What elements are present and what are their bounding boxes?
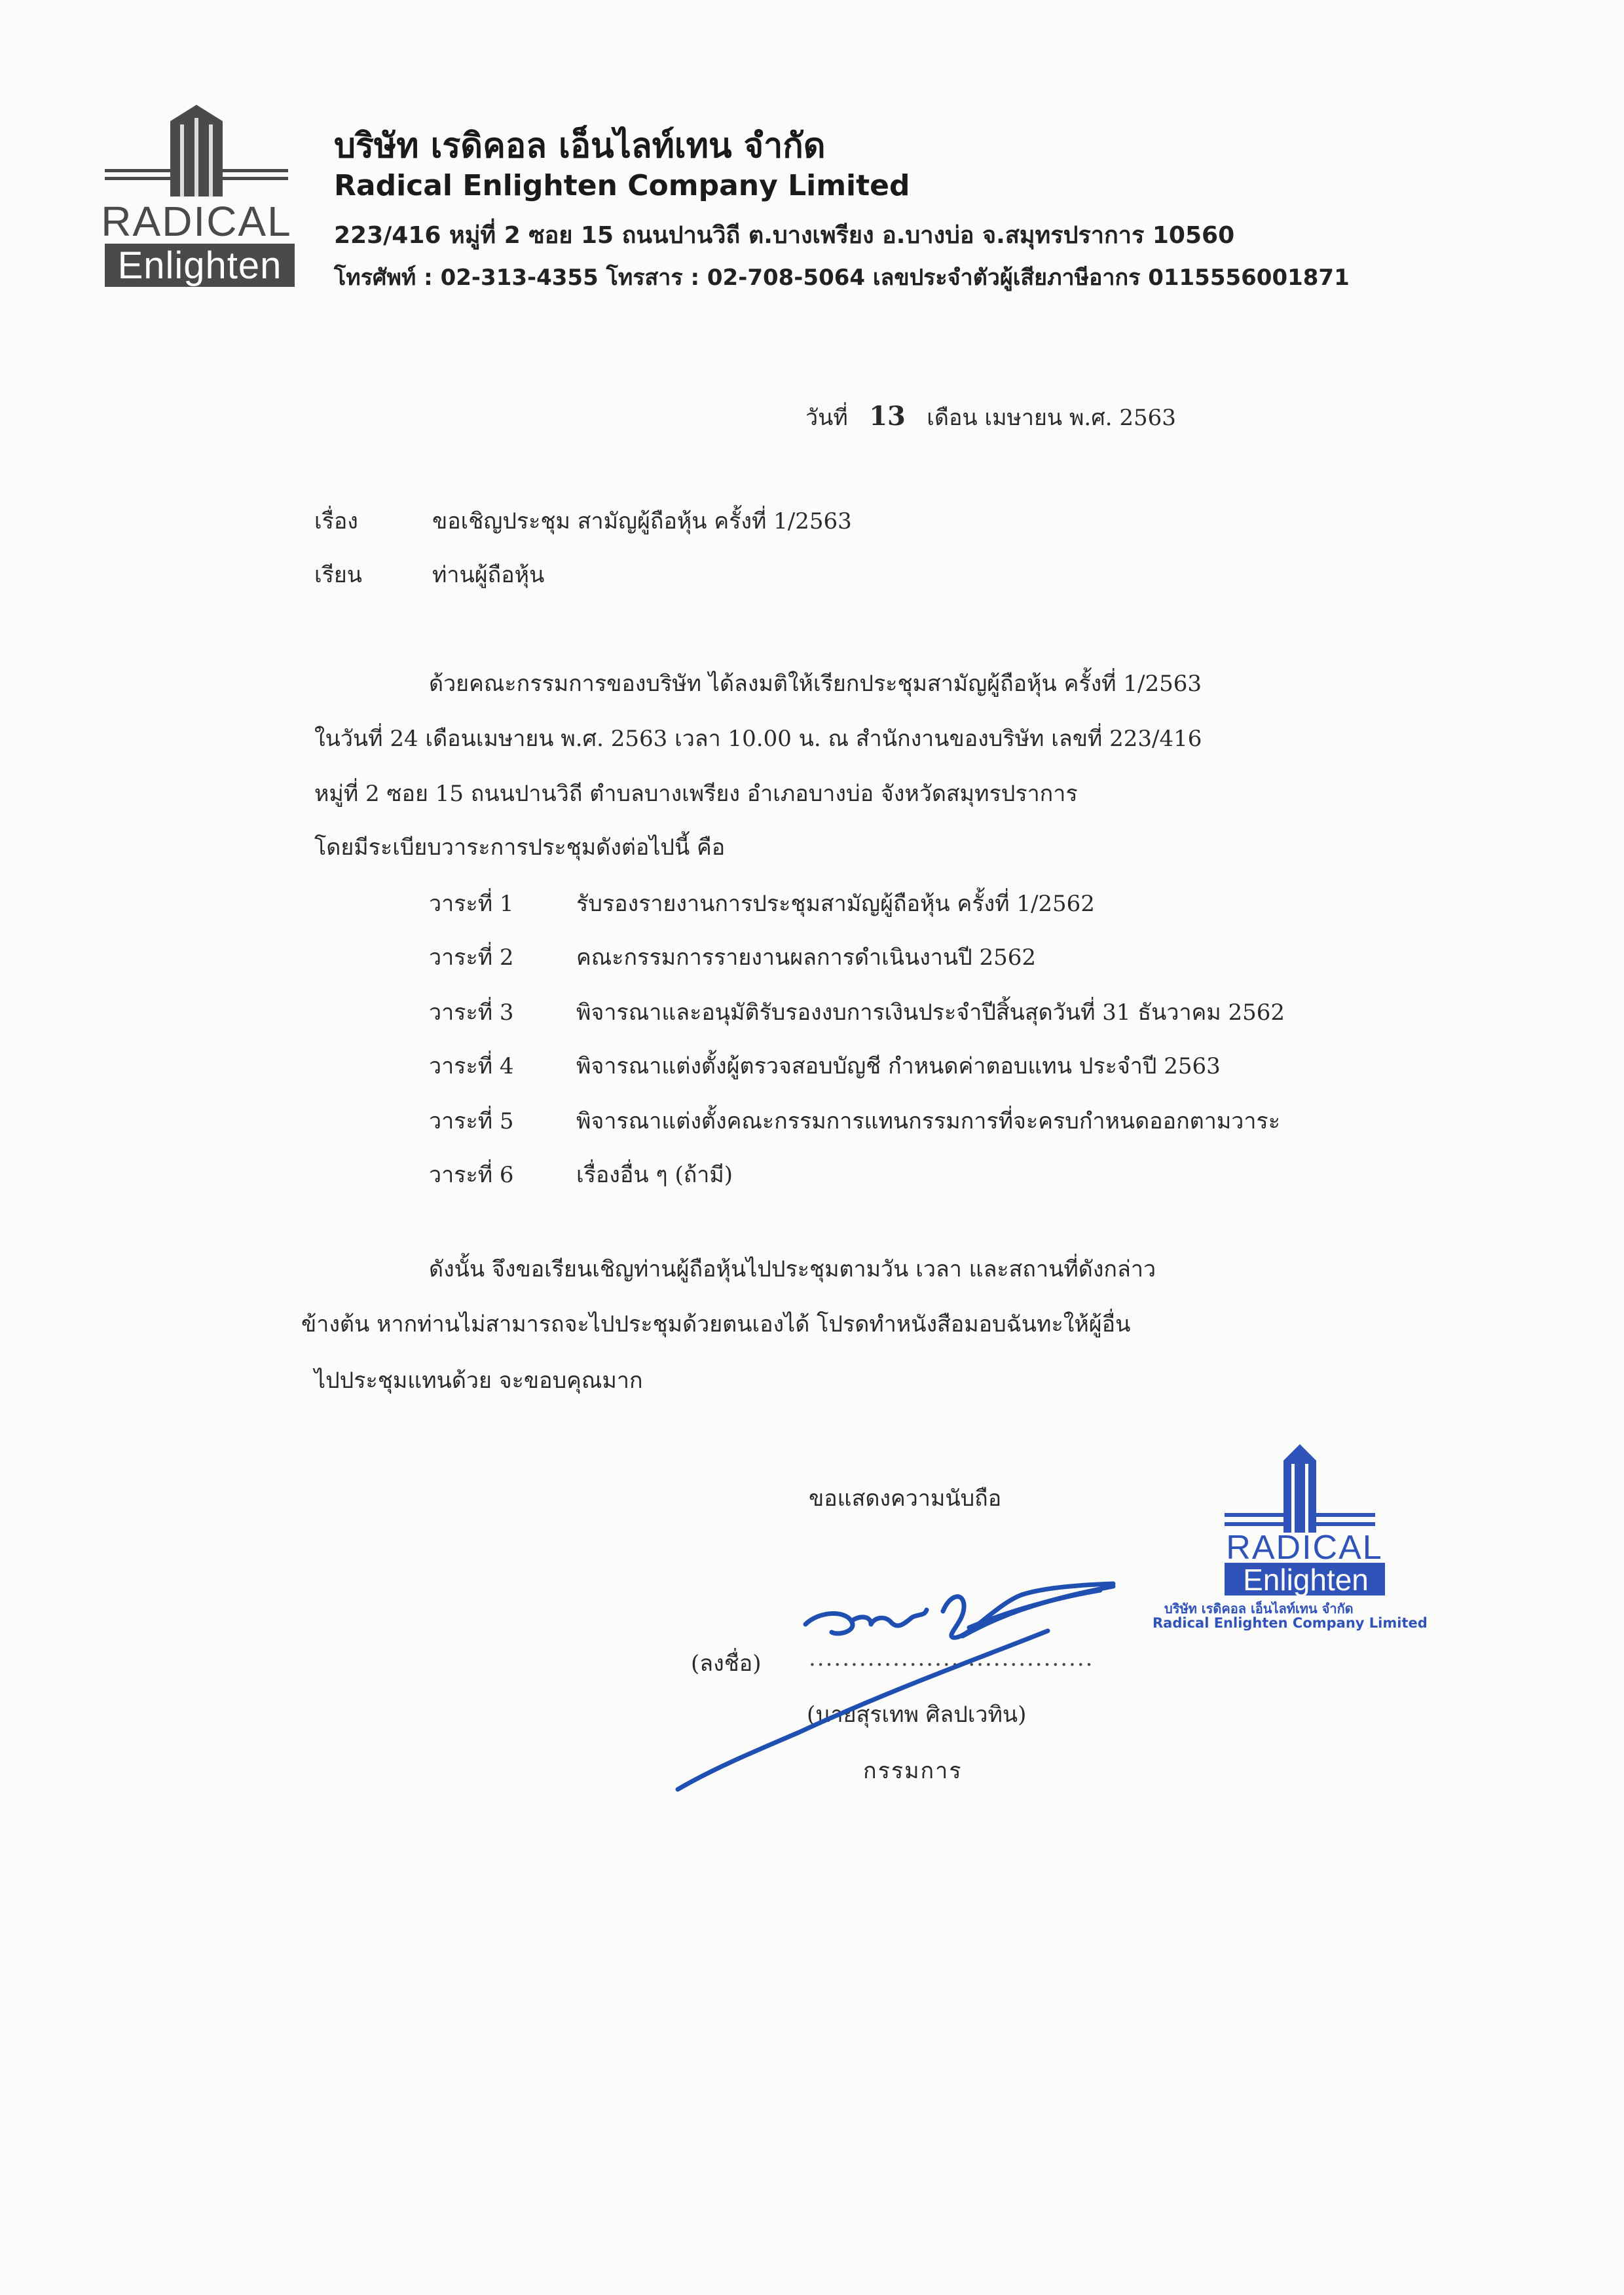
agenda-item: คณะกรรมการรายงานผลการดำเนินงานปี 2562 xyxy=(576,944,1037,971)
letter-date xyxy=(805,400,1176,435)
agenda-item: พิจารณาและอนุมัติรับรองงบการเงินประจำปีสิ้นสุดวันที่ 31 ธันวาคม 2562 xyxy=(576,999,1285,1026)
date-month-year: เดือน เมษายน พ.ศ. 2563 xyxy=(927,405,1176,431)
company-address: 223/416 หมู่ที่ 2 ซอย 15 ถนนปานวิถี ต.บางเพรียง อ.บางบ่อ จ.สมุทรปราการ 10560 xyxy=(334,222,1235,249)
sign-label: (ลงชื่อ) xyxy=(691,1651,762,1677)
signature-line: .................................. xyxy=(809,1645,1094,1671)
date-day-label: วันที่ xyxy=(805,405,848,431)
handwritten-signature xyxy=(655,1559,1153,1795)
body-line: หมู่ที่ 2 ซอย 15 ถนนปานวิถี ตำบลบางเพรียง อำเภอบางบ่อ จังหวัดสมุทรปราการ xyxy=(314,781,1078,807)
stamp-company-english: Radical Enlighten Company Limited xyxy=(1153,1615,1428,1631)
signer-position: กรรมการ xyxy=(863,1758,963,1784)
company-name-english: Radical Enlighten Company Limited xyxy=(334,169,910,202)
closing-line: ข้างต้น หากท่านไม่สามารถจะไปประชุมด้วยตนเองได้ โปรดทำหนังสือมอบฉันทะให้ผู้อื่น xyxy=(301,1311,1131,1337)
agenda-label: วาระที่ 3 xyxy=(429,999,514,1026)
agenda-label: วาระที่ 6 xyxy=(429,1162,514,1188)
date-day: 13 xyxy=(869,401,906,432)
closing-regards: ขอแสดงความนับถือ xyxy=(809,1485,1002,1512)
subject-label: เรื่อง xyxy=(314,508,358,534)
agenda-label: วาระที่ 5 xyxy=(429,1108,514,1134)
company-contact: โทรศัพท์ : 02-313-4355 โทรสาร : 02-708-5064 เลขประจำตัวผู้เสียภาษีอากร 0115556001871 xyxy=(334,265,1350,291)
closing-line: ไปประชุมแทนด้วย จะขอบคุณมาก xyxy=(314,1368,643,1394)
subject-text: ขอเชิญประชุม สามัญผู้ถือหุ้น ครั้งที่ 1/2563 xyxy=(432,508,852,534)
logo-text-bottom: Enlighten xyxy=(117,244,282,287)
company-logo xyxy=(98,98,295,288)
recipient-text: ท่านผู้ถือหุ้น xyxy=(432,562,545,588)
agenda-label: วาระที่ 2 xyxy=(429,944,514,971)
signer-name: (นายสุรเทพ ศิลปเวทิน) xyxy=(807,1702,1027,1728)
logo-text-top: RADICAL xyxy=(101,198,292,245)
company-name-thai: บริษัท เรดิคอล เอ็นไลท์เทน จำกัด xyxy=(334,126,826,166)
agenda-label: วาระที่ 1 xyxy=(429,891,514,917)
agenda-item: พิจารณาแต่งตั้งผู้ตรวจสอบบัญชี กำหนดค่าตอบแทน ประจำปี 2563 xyxy=(576,1053,1221,1079)
agenda-item: รับรองรายงานการประชุมสามัญผู้ถือหุ้น ครั้งที่ 1/2562 xyxy=(576,891,1095,917)
body-line: ด้วยคณะกรรมการของบริษัท ได้ลงมติให้เรียกประชุมสามัญผู้ถือหุ้น ครั้งที่ 1/2563 xyxy=(429,671,1202,697)
stamp-company-thai: บริษัท เรดิคอล เอ็นไลท์เทน จำกัด xyxy=(1164,1601,1354,1616)
body-line: โดยมีระเบียบวาระการประชุมดังต่อไปนี้ คือ xyxy=(314,834,726,861)
agenda-item: เรื่องอื่น ๆ (ถ้ามี) xyxy=(576,1162,733,1188)
body-line: ในวันที่ 24 เดือนเมษายน พ.ศ. 2563 เวลา 10.00 น. ณ สำนักงานของบริษัท เลขที่ 223/416 xyxy=(314,726,1202,752)
agenda-item: พิจารณาแต่งตั้งคณะกรรมการแทนกรรมการที่จะครบกำหนดออกตามวาระ xyxy=(576,1108,1280,1134)
recipient-label: เรียน xyxy=(314,562,363,588)
closing-line: ดังนั้น จึงขอเรียนเชิญท่านผู้ถือหุ้นไปประชุมตามวัน เวลา และสถานที่ดังกล่าว xyxy=(429,1256,1156,1282)
agenda-label: วาระที่ 4 xyxy=(429,1053,514,1079)
stamp-text-bottom: Enlighten xyxy=(1243,1563,1369,1597)
stamp-text-top: RADICAL xyxy=(1226,1529,1383,1567)
